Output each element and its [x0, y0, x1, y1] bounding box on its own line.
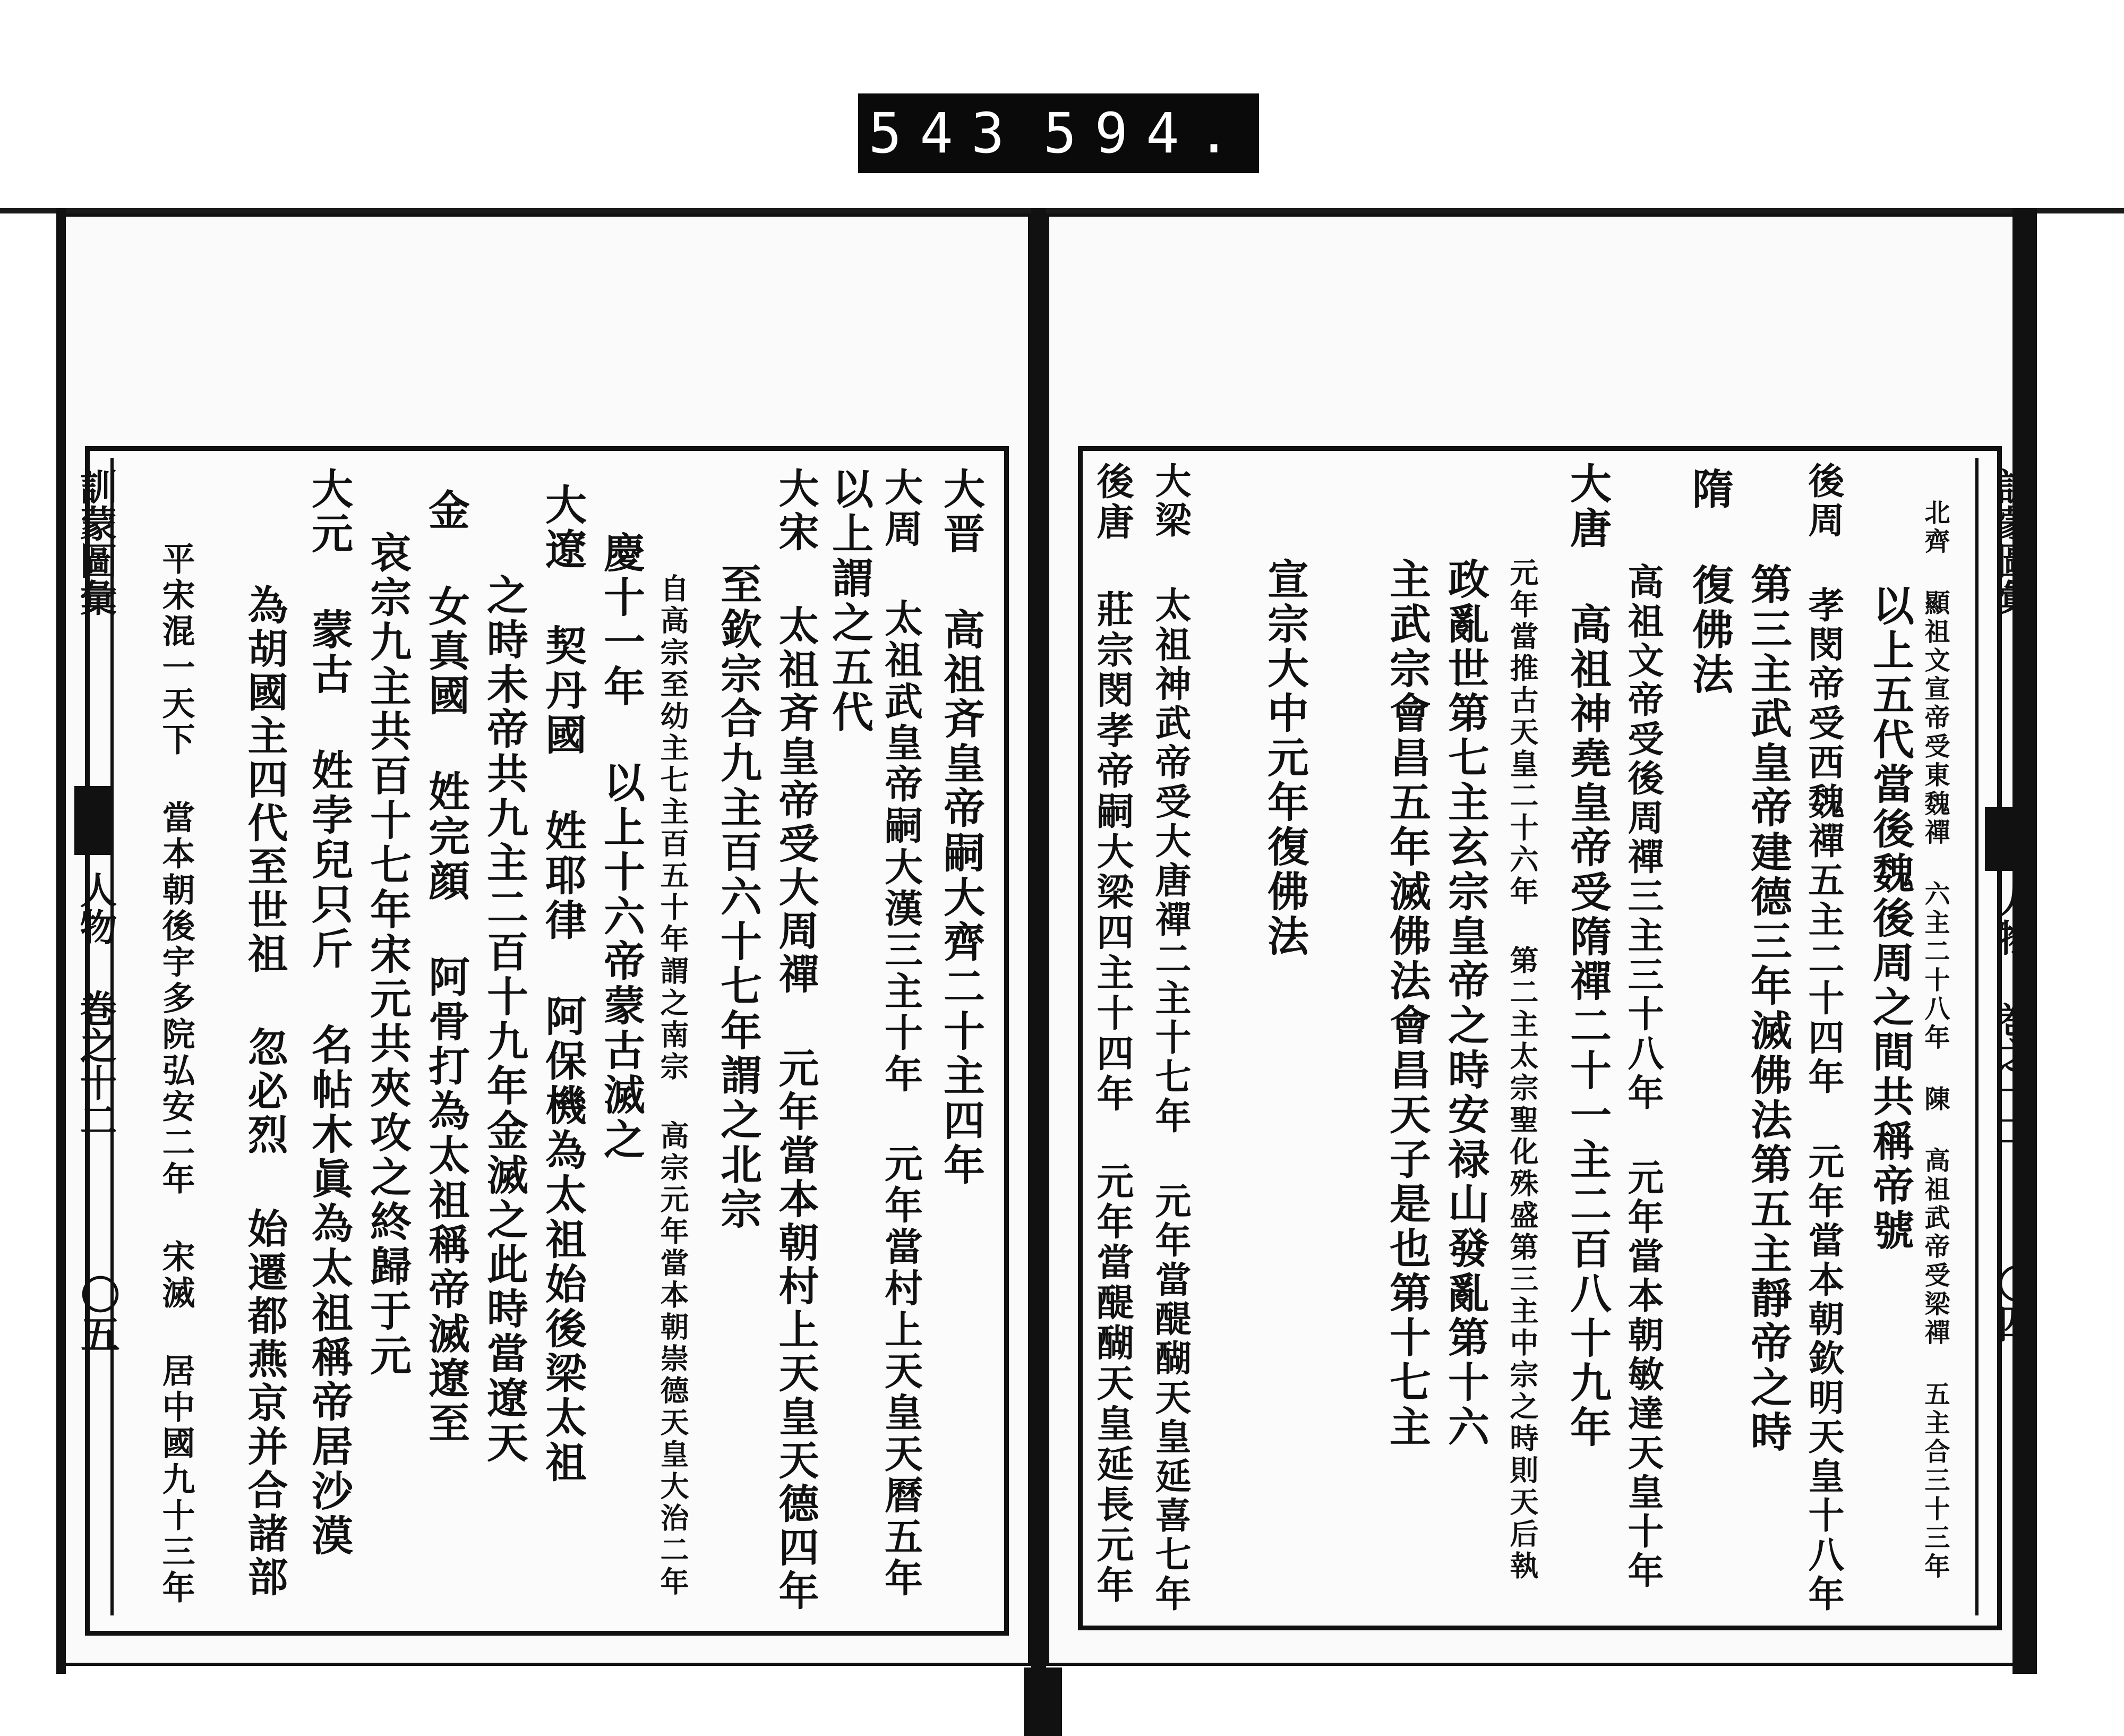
right-column-8: 元年當推古天皇二十六年 第二主太宗聖化殊盛第三主中宗之時則天后執	[1505, 558, 1539, 1583]
spine-clamp	[1024, 1667, 1062, 1736]
right-column-5: 隋 復佛法	[1685, 467, 1734, 697]
right-column-4: 第三主武皇帝建德三年滅佛法第五主靜帝之時	[1744, 563, 1792, 1455]
left-column-12: 大元 蒙古 姓孛兒只斤 名帖木眞為太祖稱帝居沙漠	[305, 467, 353, 1559]
left-column-9: 之時未帝共九主二百十九年金滅之此時當遼天	[480, 574, 528, 1466]
book-spine	[1031, 208, 1046, 1736]
left-column-5: 至欽宗合九主百六十七年謂之北宗	[714, 563, 762, 1232]
right-column-9: 政亂世第七主玄宗皇帝之時安禄山發亂第十六	[1441, 558, 1489, 1450]
archive-label-left-number: 543	[868, 101, 1023, 166]
left-column-4: 大宋 太祖斉皇帝受大周禪 元年當本朝村上天皇天德四年	[772, 467, 819, 1613]
left-column-11: 哀宗九主共百十七年宋元共夾攻之終歸于元	[363, 531, 412, 1379]
left-column-6: 自高宗至幼主七主百五十年謂之南宗 高宗元年當本朝崇德天皇大治二年	[656, 574, 690, 1598]
right-fold-tab	[1985, 807, 2022, 871]
right-frame-inner-rule	[1975, 458, 1979, 1615]
right-column-3: 後周 孝閔帝受西魏禪五主二十四年 元年當本朝欽明天皇十八年	[1802, 462, 1845, 1614]
right-column-13: 後唐 莊宗閔孝帝嗣大梁四主十四年 元年當醍醐天皇延長元年	[1091, 462, 1135, 1606]
right-column-12: 大梁 太祖神武帝受大唐禪二主十七年 元年當醍醐天皇延喜七年	[1149, 462, 1192, 1614]
archive-label	[858, 93, 1259, 173]
right-page-number: 〇四	[1991, 1264, 2037, 1342]
right-column-1: 北齊 顯祖文宣帝受東魏禪 六主二十八年 陳 高祖武帝受梁禪 五主合三十三年	[1920, 499, 1950, 1581]
right-margin-section: 人物 巻之十二	[1991, 882, 2035, 1149]
left-column-13: 為胡國主四代至世祖 忽必烈 始遷都燕京并合諸部	[241, 584, 288, 1600]
left-column-10: 金 女真國 姓完顔 阿骨打為太祖稱帝滅遼至	[422, 489, 470, 1446]
right-margin-title: 訓蒙圖彙	[1991, 467, 2035, 616]
left-column-3: 以上謂之五代	[825, 467, 873, 735]
right-column-10: 主武宗會昌五年滅佛法會昌天子是也第十七主	[1383, 558, 1431, 1450]
right-column-6: 高祖文帝受後周禪三主三十八年 元年當本朝敏達天皇十年	[1622, 563, 1664, 1591]
right-column-2: 以上五代當後魏後周之間共稱帝號	[1866, 584, 1914, 1253]
left-page-number: 〇五	[74, 1275, 120, 1353]
left-page-edge	[56, 208, 66, 1674]
left-column-2: 大周 太祖武皇帝嗣大漢三主十年 元年當村上天皇天曆五年	[878, 467, 923, 1600]
left-margin-title: 訓蒙圖彙	[74, 467, 118, 616]
left-fold-tab	[74, 786, 112, 855]
left-column-8: 大遼 契丹國 姓耶律 阿保機為太祖始後梁太祖	[538, 483, 587, 1485]
archive-label-right-number: 594.	[1043, 101, 1249, 166]
left-column-1: 大晋 高祖斉皇帝嗣大齊二十主四年	[937, 467, 985, 1188]
book-top-edge	[0, 208, 2124, 213]
right-text-frame	[1078, 446, 2002, 1630]
left-column-7: 慶十一年 以上十六帝蒙古滅之	[597, 531, 645, 1162]
right-column-11: 宣宗大中元年復佛法	[1261, 558, 1309, 959]
left-column-14: 平宋混一天下 當本朝後宇多院弘安二年 宋滅 居中國九十三年	[157, 542, 195, 1606]
right-column-7: 大唐 高祖神堯皇帝受隋禪二十一主二百八十九年	[1563, 462, 1612, 1450]
left-margin-section: 人物 巻之十二	[74, 871, 118, 1138]
